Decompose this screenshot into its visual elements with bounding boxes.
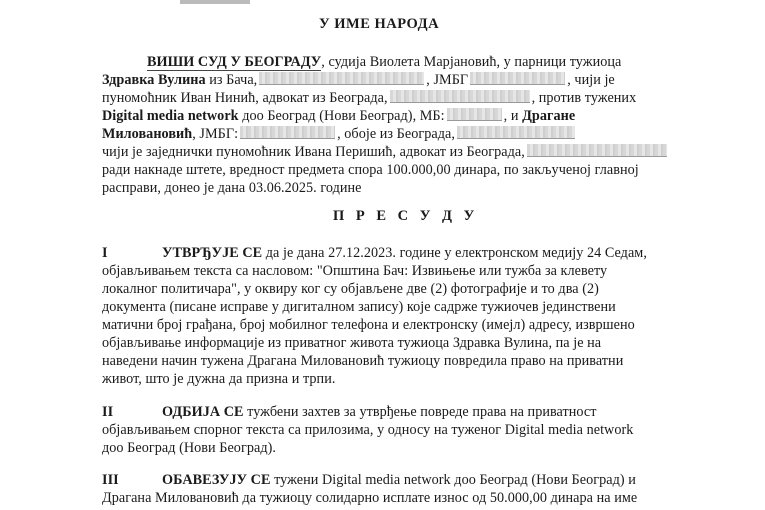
item-2-line-1: II ОДБИЈА СЕ тужбени захтев за утврђење повреде права на приватност — [102, 404, 597, 420]
item-1-line-8: живот, што је дужна да призна и трпи. — [102, 371, 336, 387]
redaction — [527, 144, 667, 157]
item-1-line-1: I УТВРЂУЈЕ СЕ да је дана 27.12.2023. године у електронском медију 24 Седам, — [102, 245, 647, 261]
intro-line-3: пуномоћник Иван Нинић, адвокат из Београда, , против тужених — [102, 90, 637, 106]
document-heading: У ИМЕ НАРОДА — [319, 16, 440, 32]
item-3-lead: ОБАВЕЗУЈУ СЕ — [162, 472, 271, 488]
item-1-line-7: наведени начин тужена Драгана Миловановић тужиоцу повредила право на приватни — [102, 353, 624, 369]
verdict-title: П Р Е С У Д У — [333, 208, 479, 224]
intro-line-6: чији је заједнички пуномоћник Ивана Перишић, адвокат из Београда, — [102, 143, 669, 161]
intro-line-2: Здравка Вулина из Бача, , ЈМБГ , чији је — [102, 72, 615, 88]
defendant-company: Digital media network — [102, 108, 239, 124]
item-3-line-2: Драгана Миловановић да тужиоцу солидарно исплате износ од 50.000,00 динара на име — [102, 490, 638, 506]
item-2-number: II — [102, 404, 114, 420]
item-3-line-1: III ОБАВЕЗУЈУ СЕ тужени Digital media network доо Београд (Нови Београд) и — [102, 472, 636, 488]
item-1-line-5: матични број грађана, број мобилног телефона и електронску (имејл) адресу, извршено — [102, 317, 635, 333]
item-2-line-2: објављивањем спорног текста са прилозима, у односу на туженог Digital media network — [102, 422, 634, 438]
plaintiff-name: Здравка Вулина — [102, 72, 206, 88]
item-2-line-3: доо Београд (Нови Београд). — [102, 440, 276, 456]
item-3-number: III — [102, 472, 119, 488]
intro-line-1: ВИШИ СУД У БЕОГРАДУ, судија Виолета Марјановић, у парници тужиоца — [147, 54, 622, 70]
intro-line-4: Digital media network доо Београд (Нови Београд), МБ: , и Драгане — [102, 108, 576, 124]
redaction — [447, 108, 502, 121]
redaction — [470, 72, 565, 85]
redaction — [457, 126, 575, 139]
item-1-line-2: објављивањем текста са насловом: "Општина Бач: Извињење или тужба за клевету — [102, 263, 608, 279]
redaction — [259, 72, 424, 85]
item-1-number: I — [102, 245, 108, 261]
item-2-lead: ОДБИЈА СЕ — [162, 404, 244, 420]
item-1-lead: УТВРЂУЈЕ СЕ — [162, 245, 263, 261]
item-1-line-6: објављивање информације из приватног живота тужиоца Здравка Вулина, па је на — [102, 335, 602, 351]
intro-line-5: Миловановић, ЈМБГ: , обоје из Београда, — [102, 125, 577, 143]
defendant-name: Миловановић — [102, 126, 193, 142]
court-name: ВИШИ СУД У БЕОГРАДУ — [147, 54, 322, 70]
intro-line-8: расправи, донео је дана 03.06.2025. године — [102, 180, 362, 196]
redaction — [240, 126, 335, 139]
intro-line-7: ради накнаде штете, вредност предмета спора 100.000,00 динара, по закљученој главној — [102, 162, 639, 178]
item-1-line-3: локалног политичара", у оквиру ког су објављене две (2) фотографије и то два (2) — [102, 281, 599, 297]
cropped-mark — [180, 0, 250, 4]
redaction — [390, 90, 530, 103]
item-1-line-4: документа (писане исправе у дигиталном запису) које садрже тужиочев јединствени — [102, 299, 616, 315]
